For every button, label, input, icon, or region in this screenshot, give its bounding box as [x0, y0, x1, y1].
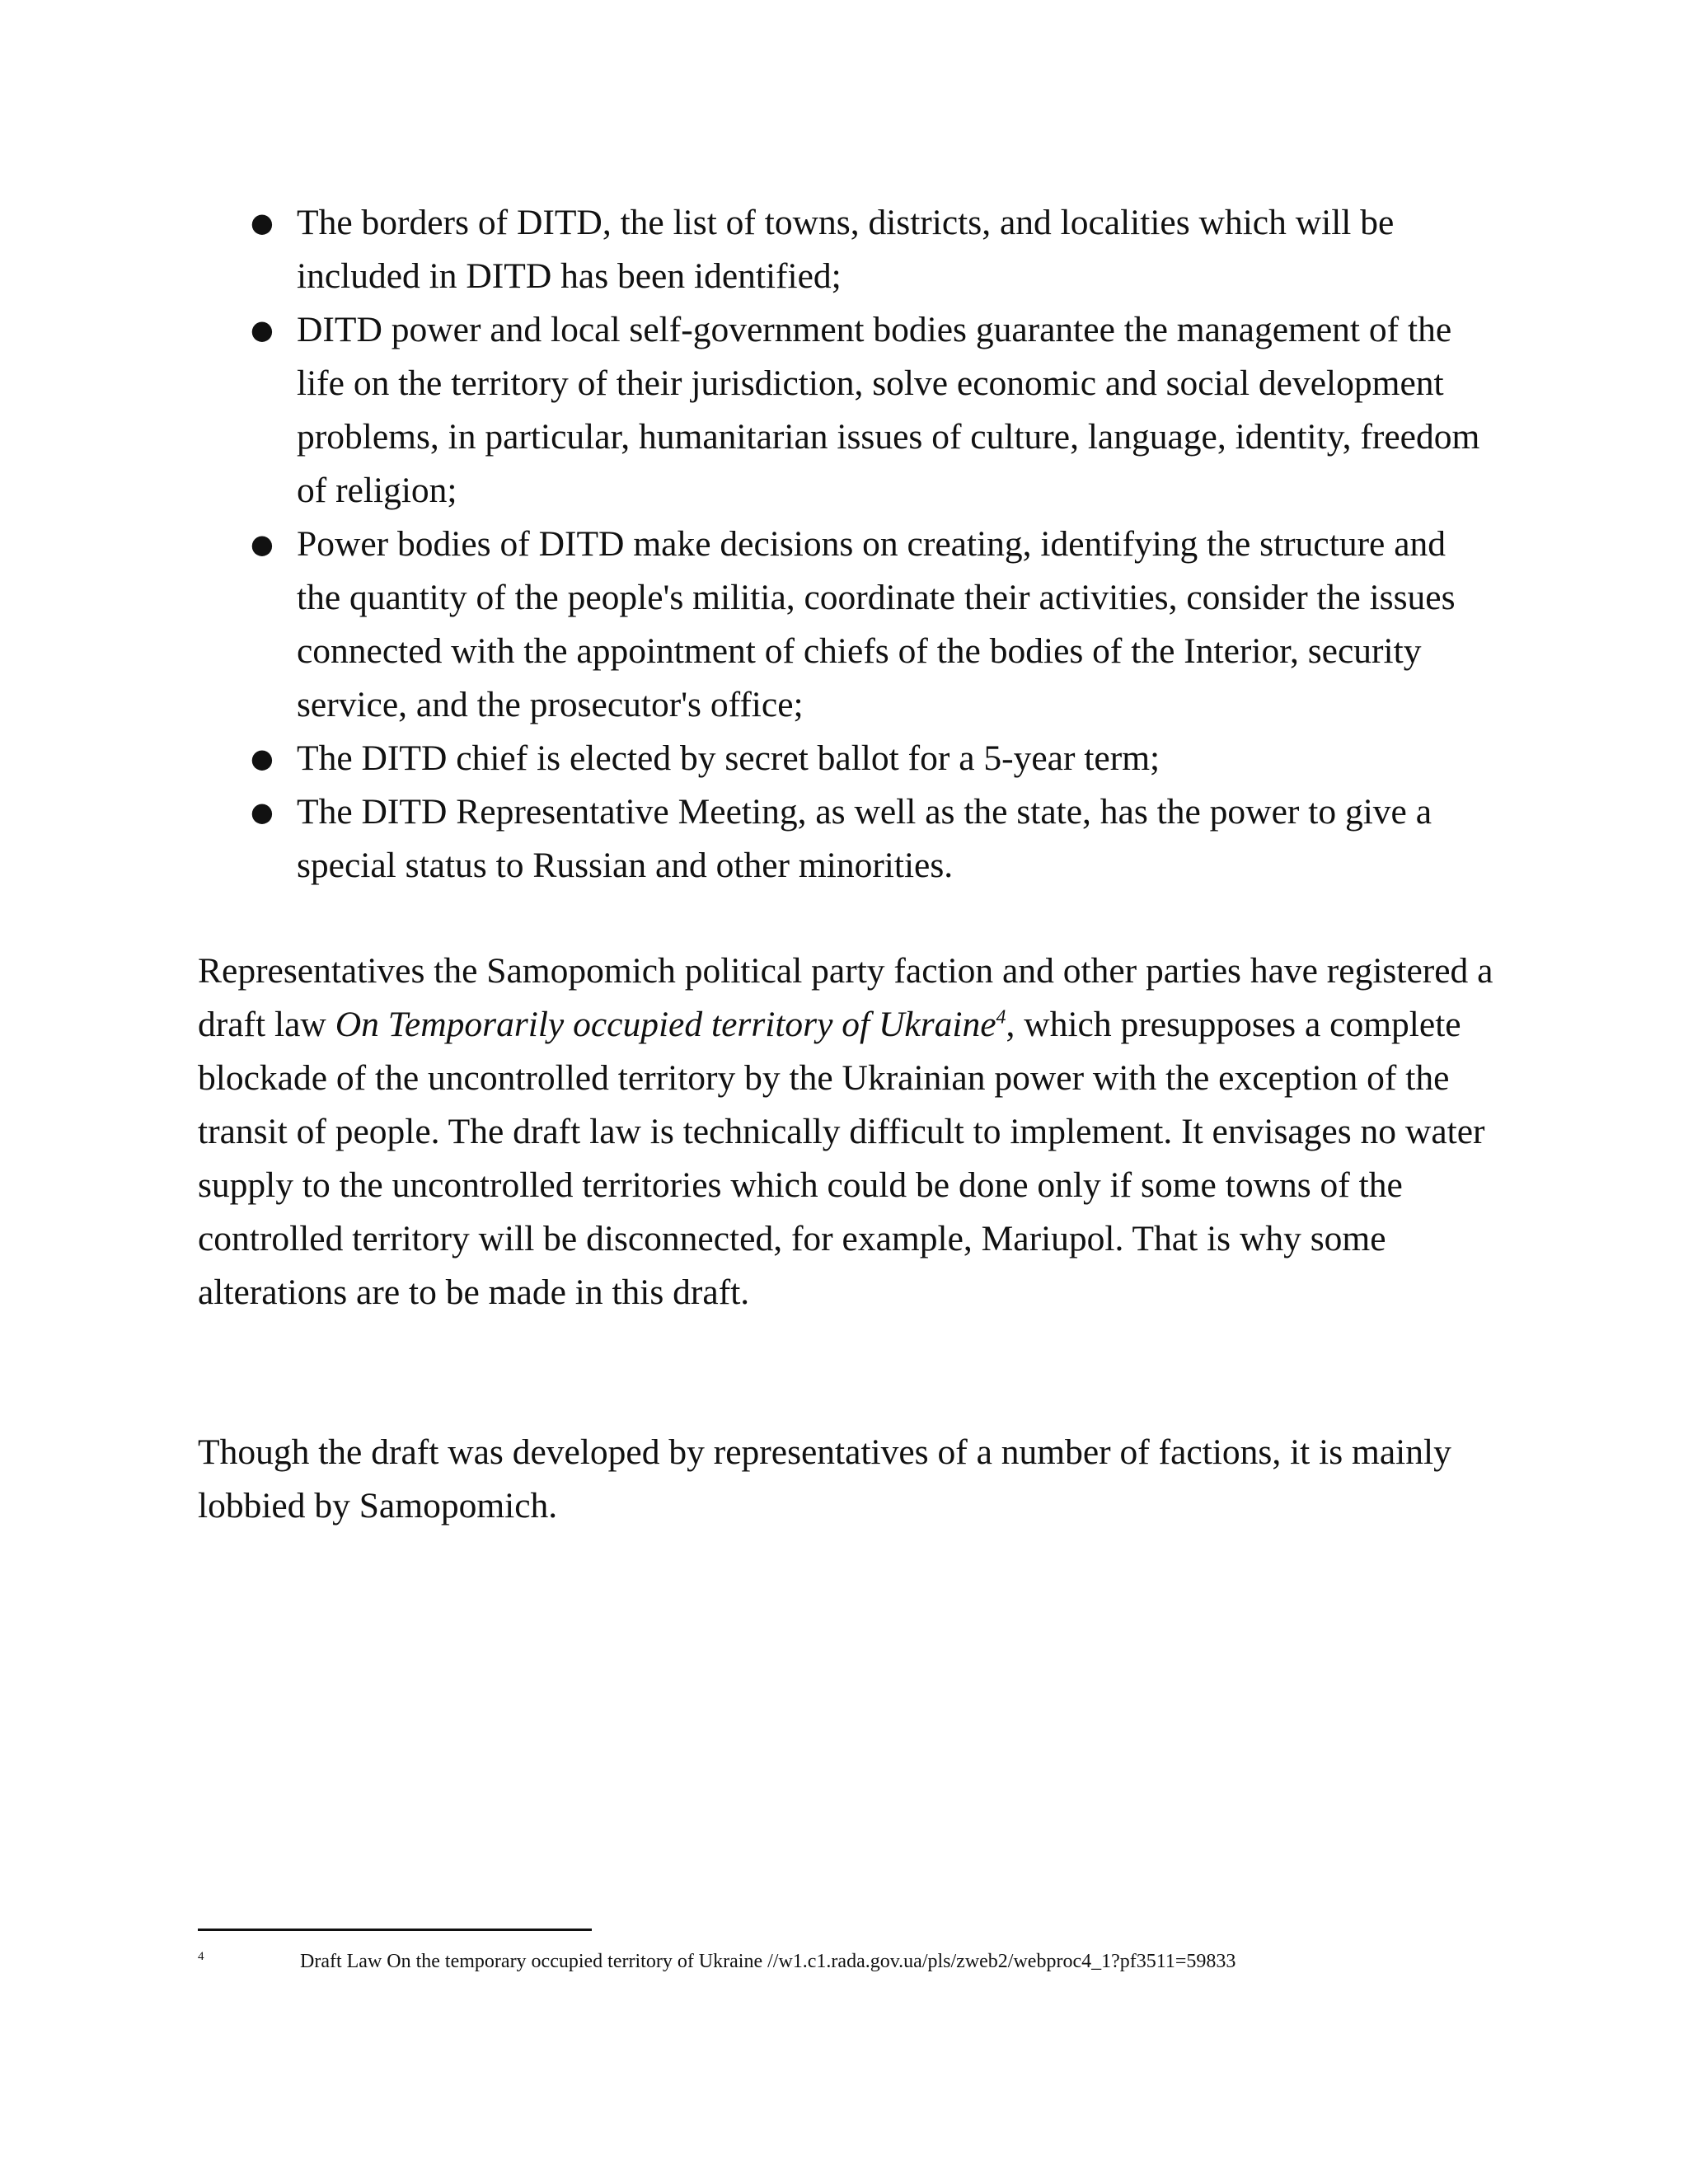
footnote-reference[interactable]: 4	[996, 1006, 1006, 1029]
footnote-divider	[198, 1929, 592, 1931]
bullet-text: The DITD chief is elected by secret ballot for a 5-year term;	[297, 738, 1160, 778]
list-item	[198, 785, 1492, 893]
bullet-text: Power bodies of DITD make decisions on creating, identifying the structure and the quantity of the people's militia, coordinate their activities, consider the issues connected with the appointment of chiefs of the bodies of the Interior, security service, and the prosecutor's office;	[297, 524, 1456, 724]
bullet-text: The borders of DITD, the list of towns, districts, and localities which will be included in DITD has been identified;	[297, 203, 1395, 296]
paragraph-text: Representatives the Samopomich political party faction and other parties have registered a draft law	[198, 951, 1493, 1044]
bullet-list	[198, 196, 1492, 893]
bullet-icon: ●	[251, 743, 274, 774]
bullet-icon: ●	[251, 314, 274, 345]
bullet-text: The DITD Representative Meeting, as well as the state, has the power to give a special status to Russian and other minorities.	[297, 792, 1432, 885]
list-item	[198, 196, 1492, 303]
body-paragraph	[198, 944, 1500, 1319]
list-item	[198, 732, 1492, 785]
paragraph-text: , which presupposes a complete blockade of the uncontrolled territory by the Ukrainian power with the exception of the transit of people. The draft law is technically difficult to implement. It envisages no water supply to the uncontrolled territories which could be done only if some towns of the controlled territory will be disconnected, for example, Mariupol. That is why some alterations are to be made in this draft.	[198, 1005, 1485, 1312]
bullet-icon: ●	[251, 207, 274, 238]
bullet-icon: ●	[251, 796, 274, 827]
bullet-icon: ●	[251, 528, 274, 560]
footnote-text: Draft Law On the temporary occupied territory of Ukraine //w1.c1.rada.gov.ua/pls/zweb2/webproc4_1?pf3511=59833	[300, 1951, 1236, 1972]
list-item	[198, 303, 1492, 518]
footnote-number: 4	[198, 1950, 204, 1963]
bullet-text: DITD power and local self-government bodies guarantee the management of the life on the territory of their jurisdiction, solve economic and social development problems, in particular, humanitarian issues of culture, language, identity, freedom of religion;	[297, 310, 1480, 510]
draft-law-title: On Temporarily occupied territory of Ukraine	[335, 1005, 996, 1044]
body-paragraph: Though the draft was developed by representatives of a number of factions, it is mainly lobbied by Samopomich.	[198, 1432, 1451, 1526]
list-item	[198, 518, 1492, 732]
